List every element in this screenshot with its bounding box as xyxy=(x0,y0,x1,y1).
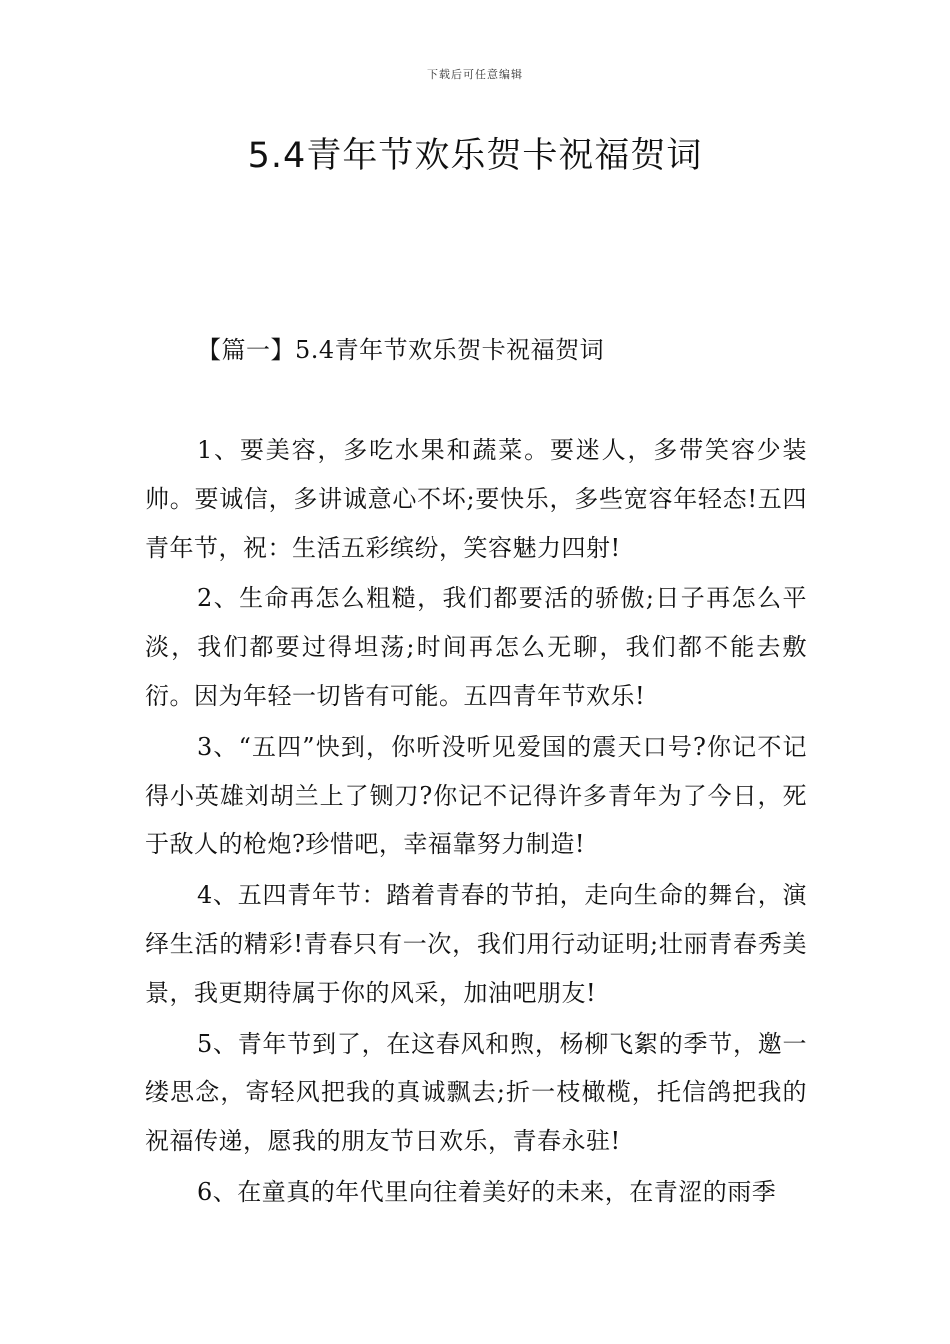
document-body xyxy=(145,426,807,1219)
section-heading: 【篇一】5.4青年节欢乐贺卡祝福贺词 xyxy=(197,336,605,364)
header-note: 下载后可任意编辑 xyxy=(427,68,523,81)
paragraph: 5、青年节到了，在这春风和煦，杨柳飞絮的季节，邀一缕思念，寄轻风把我的真诚飘去;折一枝橄榄，托信鸽把我的祝福传递，愿我的朋友节日欢乐，青春永驻! xyxy=(145,1029,807,1156)
page-title: 5.4青年节欢乐贺卡祝福贺词 xyxy=(247,136,703,176)
paragraph: 4、五四青年节：踏着青春的节拍，走向生命的舞台，演绎生活的精彩!青春只有一次，我们用行动证明;壮丽青春秀美景，我更期待属于你的风采，加油吧朋友! xyxy=(145,881,807,1007)
paragraph: 6、在童真的年代里向往着美好的未来，在青涩的雨季 xyxy=(197,1177,777,1206)
paragraph: 1、要美容，多吃水果和蔬菜。要迷人，多带笑容少装帅。要诚信，多讲诚意心不坏;要快乐，多些宽容年轻态!五四青年节，祝：生活五彩缤纷，笑容魅力四射! xyxy=(145,436,807,562)
paragraph: 2、生命再怎么粗糙，我们都要活的骄傲;日子再怎么平淡，我们都要过得坦荡;时间再怎么无聊，我们都不能去敷衍。因为年轻一切皆有可能。五四青年节欢乐! xyxy=(145,584,807,710)
paragraph: 3、“五四”快到，你听没听见爱国的震天口号?你记不记得小英雄刘胡兰上了铡刀?你记不记得许多青年为了今日，死于敌人的枪炮?珍惜吧，幸福靠努力制造! xyxy=(145,732,807,859)
